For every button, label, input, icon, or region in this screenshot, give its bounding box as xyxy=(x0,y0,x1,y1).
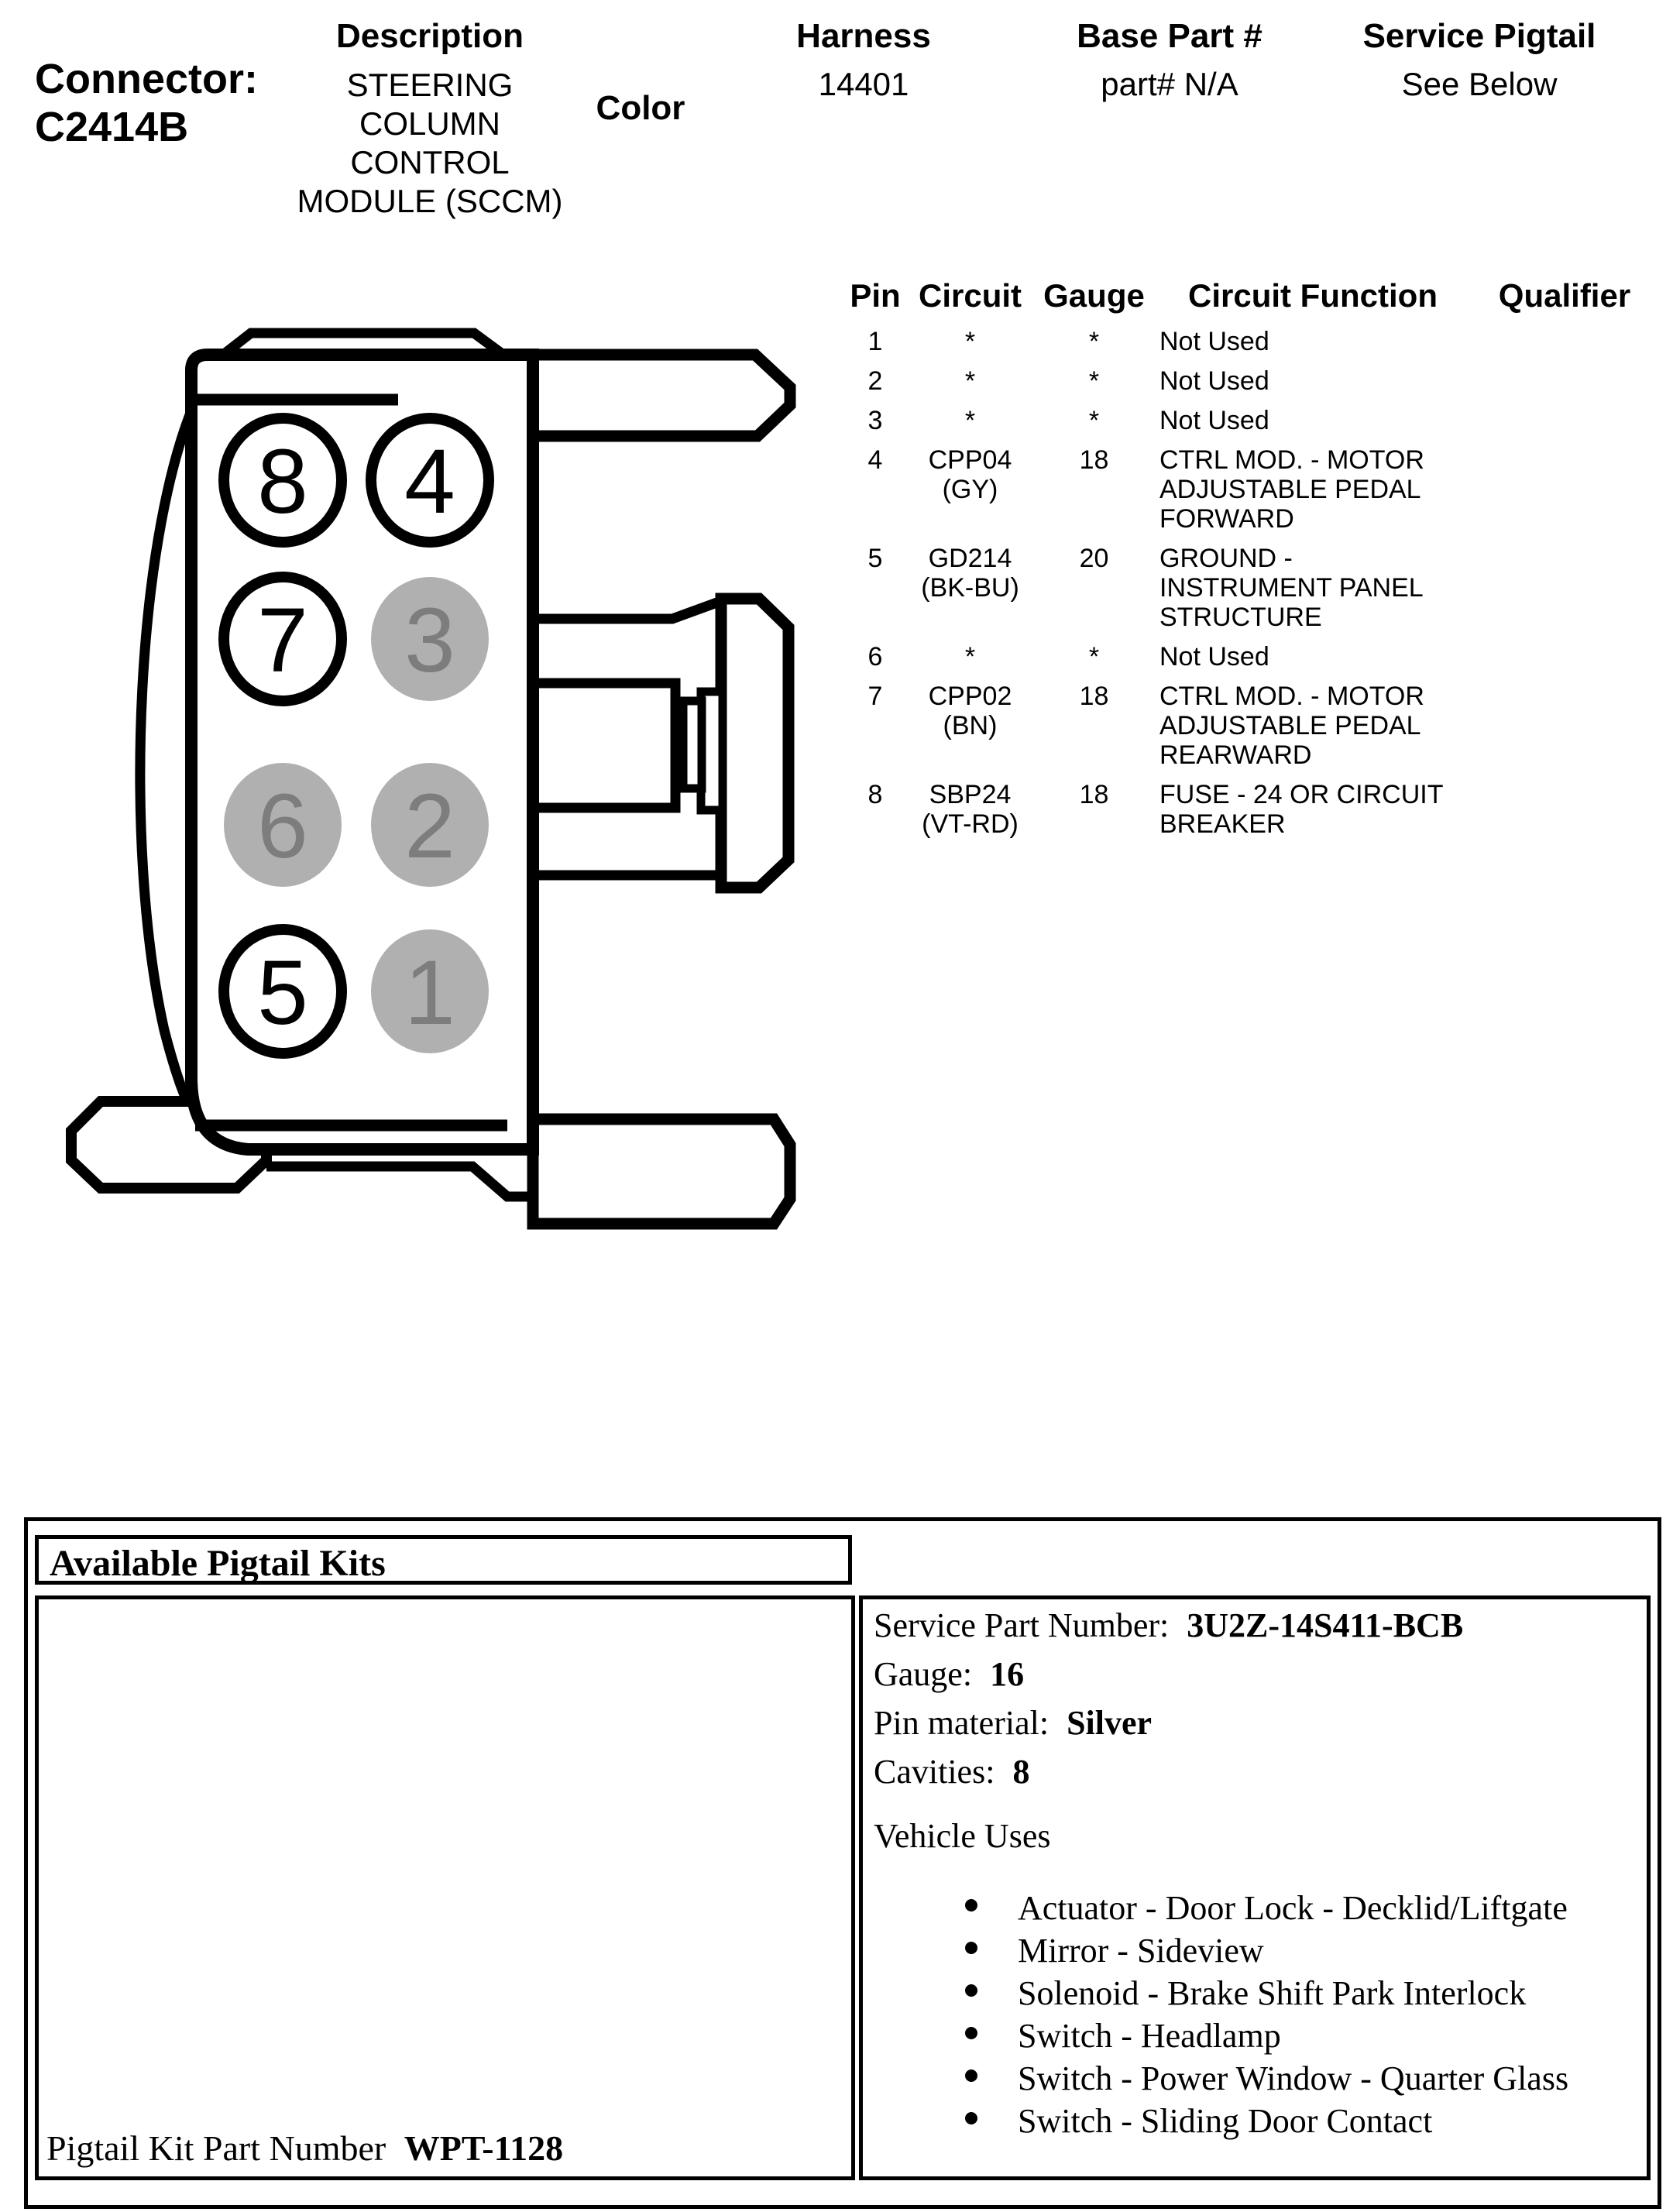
cell-qualifier xyxy=(1468,642,1661,672)
vehicle-uses-list xyxy=(874,1887,1647,2142)
column-header-harness: Harness xyxy=(796,17,931,55)
column-header-base-part: Base Part # xyxy=(1077,17,1262,55)
detail-line xyxy=(874,1698,1647,1747)
cell-qualifier xyxy=(1468,780,1661,839)
connector-id: C2414B xyxy=(35,104,189,150)
detail-line xyxy=(874,1650,1647,1698)
cell-pin: 4 xyxy=(867,445,883,475)
vehicle-use-text: Switch - Sliding Door Contact xyxy=(1018,2102,1433,2140)
pigtail-kit-part-number-line xyxy=(46,2128,563,2169)
table-row xyxy=(840,642,1661,672)
table-row xyxy=(840,366,1661,396)
detail-line xyxy=(874,1747,1647,1796)
cell-circuit-color: (GY) xyxy=(942,475,998,504)
cell-pin: 6 xyxy=(867,642,883,672)
table-row xyxy=(840,682,1661,770)
column-header-description: Description xyxy=(335,17,524,55)
cell-circuit-code: * xyxy=(964,327,976,356)
cell-function: Not Used xyxy=(1159,406,1269,435)
connector-middle-neck xyxy=(533,601,721,619)
table-row xyxy=(840,445,1661,534)
cell-function: Not Used xyxy=(1159,366,1269,396)
cavities-label: Cavities: xyxy=(874,1753,995,1791)
service-part-number-label: Service Part Number: xyxy=(874,1606,1170,1644)
description-line-3: CONTROL xyxy=(350,144,510,180)
pin-number-1: 1 xyxy=(404,942,455,1044)
detail-line xyxy=(874,1601,1647,1650)
pin-number-2: 2 xyxy=(404,775,455,878)
cell-circuit-color: (VT-RD) xyxy=(922,809,1019,839)
pin-table-header-function: Circuit Function xyxy=(1188,277,1438,314)
vehicle-use-text: Switch - Power Window - Quarter Glass xyxy=(1018,2059,1569,2097)
list-item xyxy=(874,2100,1647,2142)
pin-table-header-pin: Pin xyxy=(850,277,901,314)
vehicle-use-text: Actuator - Door Lock - Decklid/Liftgate xyxy=(1018,1889,1568,1927)
list-item xyxy=(874,1929,1647,1972)
cell-qualifier xyxy=(1468,406,1661,435)
list-item xyxy=(874,2014,1647,2057)
pigtail-kit-box xyxy=(35,1595,855,2180)
pin-table xyxy=(840,277,1661,849)
cell-qualifier xyxy=(1468,682,1661,770)
cell-pin: 7 xyxy=(867,682,883,711)
connector-middle-plate xyxy=(721,599,788,888)
pigtail-kit-part-number: WPT-1128 xyxy=(404,2128,564,2168)
pigtail-kit-part-label: Pigtail Kit Part Number xyxy=(46,2128,386,2168)
cavities-value: 8 xyxy=(1012,1753,1030,1791)
table-row xyxy=(840,327,1661,356)
vehicle-use-text: Switch - Headlamp xyxy=(1018,2017,1281,2055)
description-line-2: COLUMN xyxy=(359,105,501,142)
cell-circuit-color: (BK-BU) xyxy=(921,573,1019,603)
cell-gauge: 20 xyxy=(1079,544,1109,573)
cell-gauge: * xyxy=(1088,327,1100,356)
available-pigtail-kits-box xyxy=(35,1535,852,1585)
cell-function: Not Used xyxy=(1159,642,1269,672)
cell-function: CTRL MOD. - MOTOR ADJUSTABLE PEDAL FORWARD xyxy=(1159,445,1424,534)
bullet-icon xyxy=(965,1942,977,1954)
cell-qualifier xyxy=(1468,445,1661,534)
list-item xyxy=(874,2057,1647,2100)
table-row xyxy=(840,780,1661,839)
vehicle-uses-label: Vehicle Uses xyxy=(874,1817,1051,1855)
list-item xyxy=(874,1887,1647,1929)
description-line-4: MODULE (SCCM) xyxy=(297,183,563,219)
cell-pin: 8 xyxy=(867,780,883,809)
pin-table-header-circuit: Circuit xyxy=(918,277,1022,314)
cell-pin: 5 xyxy=(867,544,883,573)
cell-gauge: * xyxy=(1088,406,1100,435)
cell-circuit-code: CPP04 xyxy=(928,445,1012,475)
pin-number-6: 6 xyxy=(257,775,308,878)
table-row xyxy=(840,406,1661,435)
cell-gauge: * xyxy=(1088,366,1100,396)
connector-nested-bar-inner xyxy=(683,701,702,788)
pin-table-header-qualifier: Qualifier xyxy=(1498,277,1631,314)
connector-bottom-tab xyxy=(533,1119,790,1224)
base-part-value: part# N/A xyxy=(1101,66,1238,102)
available-pigtail-kits-title: Available Pigtail Kits xyxy=(50,1543,386,1584)
column-header-service-pigtail: Service Pigtail xyxy=(1362,17,1596,55)
connector-label: Connector: xyxy=(35,56,258,102)
cell-gauge: 18 xyxy=(1079,682,1109,711)
connector-middle-box xyxy=(533,683,675,808)
description-line-1: STEERING xyxy=(346,67,514,103)
gauge-label: Gauge: xyxy=(874,1655,973,1693)
cell-circuit-code: GD214 xyxy=(928,544,1012,573)
bullet-icon xyxy=(965,2027,977,2039)
list-item xyxy=(874,1972,1647,2014)
vehicle-use-text: Mirror - Sideview xyxy=(1018,1932,1264,1970)
pin-number-5: 5 xyxy=(257,942,308,1044)
table-row xyxy=(840,544,1661,632)
vehicle-use-text: Solenoid - Brake Shift Park Interlock xyxy=(1018,1974,1527,2012)
harness-value: 14401 xyxy=(818,66,909,102)
cell-circuit-code: CPP02 xyxy=(928,682,1012,711)
cell-qualifier xyxy=(1468,366,1661,396)
cell-circuit-code: SBP24 xyxy=(929,780,1012,809)
bullet-icon xyxy=(965,2112,977,2124)
cell-circuit-code: * xyxy=(964,406,976,435)
cell-qualifier xyxy=(1468,544,1661,632)
service-part-box xyxy=(859,1595,1651,2180)
cell-qualifier xyxy=(1468,327,1661,356)
bullet-icon xyxy=(965,1899,977,1911)
service-pigtail-value: See Below xyxy=(1401,66,1558,102)
connector-diagram xyxy=(46,294,821,1317)
cell-function: Not Used xyxy=(1159,327,1269,356)
cell-function: CTRL MOD. - MOTOR ADJUSTABLE PEDAL REARWARD xyxy=(1159,682,1424,770)
pin-table-header xyxy=(840,277,1661,314)
pin-material-label: Pin material: xyxy=(874,1704,1049,1742)
cell-gauge: 18 xyxy=(1079,780,1109,809)
pin-number-7: 7 xyxy=(257,589,308,692)
pin-table-header-gauge: Gauge xyxy=(1043,277,1145,314)
cell-function: GROUND - INSTRUMENT PANEL STRUCTURE xyxy=(1159,544,1423,632)
pin-number-4: 4 xyxy=(404,431,455,533)
pin-number-3: 3 xyxy=(404,589,455,692)
cell-function: FUSE - 24 OR CIRCUIT BREAKER xyxy=(1159,780,1443,839)
service-part-number-value: 3U2Z-14S411-BCB xyxy=(1187,1606,1464,1644)
pin-number-8: 8 xyxy=(257,431,308,533)
bullet-icon xyxy=(965,2069,977,2082)
bullet-icon xyxy=(965,1984,977,1997)
cell-circuit-code: * xyxy=(964,642,976,672)
cell-pin: 3 xyxy=(867,406,883,435)
cell-gauge: * xyxy=(1088,642,1100,672)
column-header-color: Color xyxy=(596,89,685,127)
cell-pin: 1 xyxy=(867,327,883,356)
connector-top-tab xyxy=(533,355,790,436)
cell-pin: 2 xyxy=(867,366,883,396)
cell-circuit-color: (BN) xyxy=(943,711,998,740)
pin-material-value: Silver xyxy=(1067,1704,1153,1742)
cell-gauge: 18 xyxy=(1079,445,1109,475)
gauge-value: 16 xyxy=(990,1655,1025,1693)
cell-circuit-code: * xyxy=(964,366,976,396)
